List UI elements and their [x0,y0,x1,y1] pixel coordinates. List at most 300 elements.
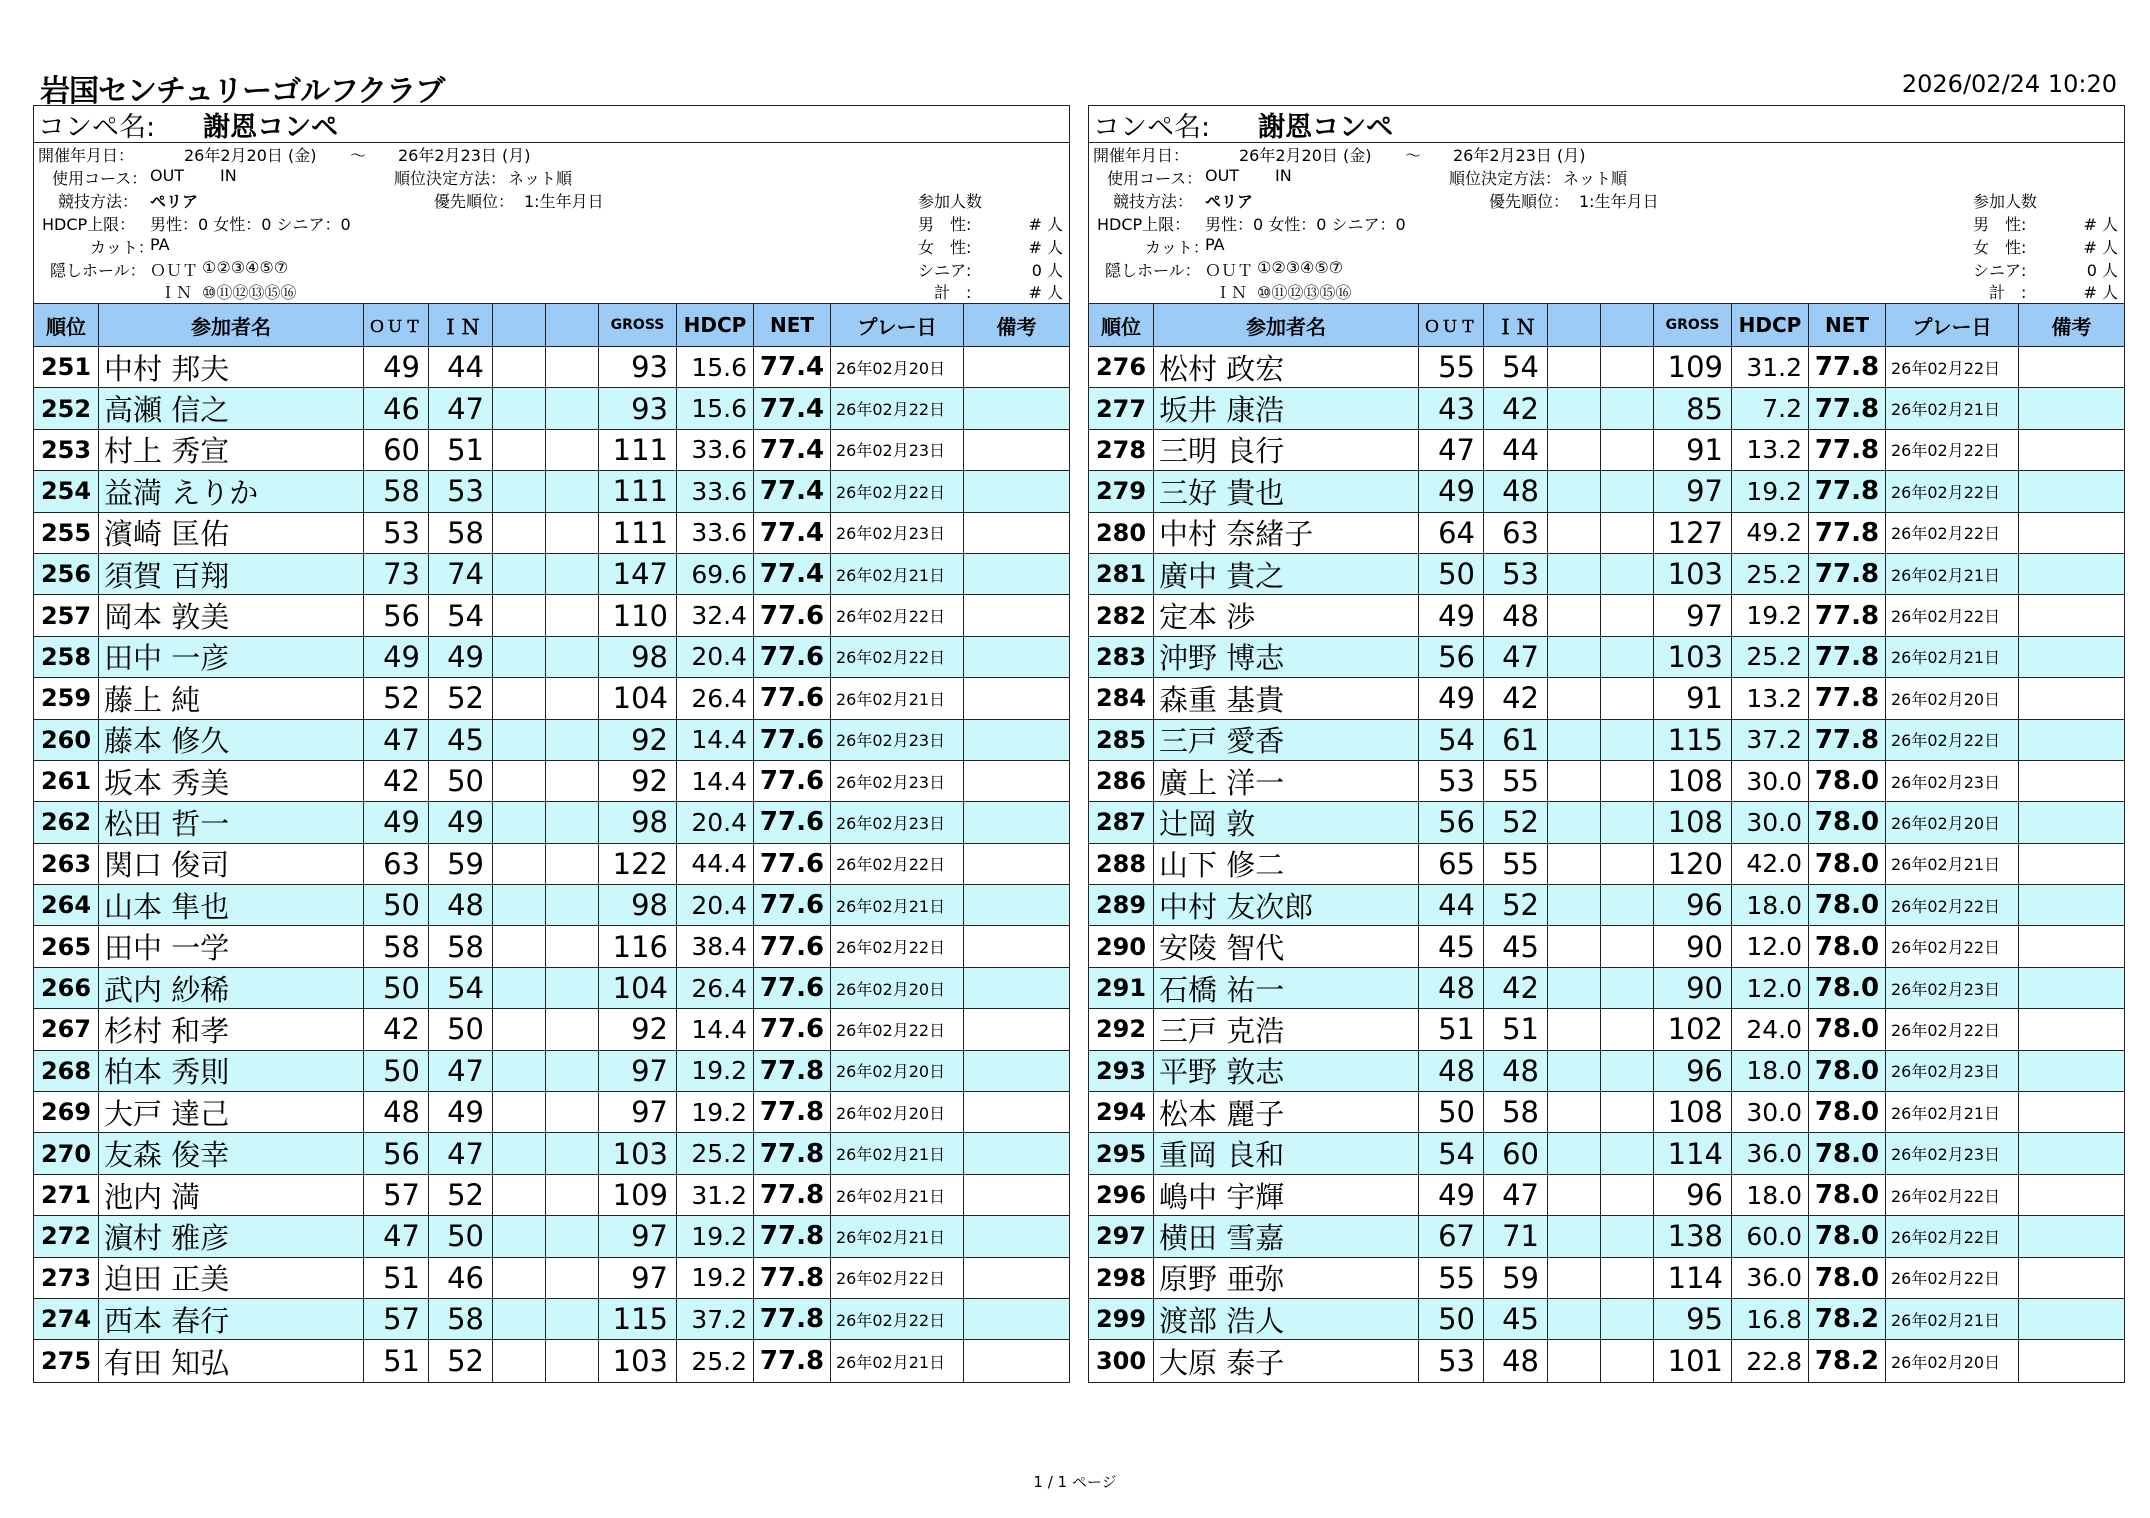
table-row [1089,1340,2124,1381]
hdcp-cell: 25.2 [677,1133,754,1173]
play-date-cell: 26年02月23日 [831,761,964,801]
participants-label: 参加人数 [1973,192,2038,211]
date-from: 26年2月20日 (金) [1239,146,1372,165]
table-row [34,471,1069,512]
gross-cell: 109 [1654,347,1732,387]
table-row [1089,885,2124,926]
blank-cell-1 [1548,347,1601,387]
name-cell: 安陵 智代 [1154,926,1419,966]
note-cell [2019,885,2124,925]
gross-cell: 114 [1654,1258,1732,1298]
rank-cell: 282 [1089,595,1154,635]
hdcp-cell: 14.4 [677,720,754,760]
date-from: 26年2月20日 (金) [184,146,317,165]
col-note: 備考 [996,314,1037,339]
blank-cell-2 [1601,554,1654,594]
results-rows [1089,347,2124,1382]
blank-cell-1 [493,347,546,387]
blank-cell-2 [1601,926,1654,966]
blank-cell-1 [1548,388,1601,428]
table-row [34,1216,1069,1257]
blank-cell-2 [546,347,599,387]
rank-cell: 283 [1089,637,1154,677]
hdcp-cell: 25.2 [1732,637,1809,677]
name-cell: 山下 修二 [1154,844,1419,884]
net-cell: 77.4 [754,430,831,470]
note-cell [964,678,1069,718]
hdcp-label: HDCP上限： [1097,215,1191,234]
rank-cell: 290 [1089,926,1154,966]
col-rank: 順位 [34,304,99,346]
blank-cell-1 [493,1299,546,1339]
hdcp-cell: 19.2 [677,1051,754,1091]
net-cell: 78.0 [1809,802,1886,842]
gross-cell: 91 [1654,678,1732,718]
blank-cell-1 [1548,513,1601,553]
note-cell [964,637,1069,677]
play-date-cell: 26年02月22日 [1886,471,2019,511]
play-date-cell: 26年02月23日 [1886,968,2019,1008]
net-cell: 77.8 [754,1340,831,1381]
play-date-cell: 26年02月21日 [1886,1299,2019,1339]
total-label: 計 : [1989,283,2027,302]
rank-cell: 262 [34,802,99,842]
gross-cell: 111 [599,430,677,470]
hdcp-cell: 19.2 [1732,595,1809,635]
table-row [1089,430,2124,471]
hdcp-cell: 13.2 [1732,678,1809,718]
blank-cell-1 [1548,595,1601,635]
senior-label: シニア: [918,261,972,280]
in-score-cell: 55 [1484,761,1548,801]
table-row [34,595,1069,636]
table-row [1089,595,2124,636]
table-row [34,844,1069,885]
net-cell: 78.0 [1809,1133,1886,1173]
play-date-cell: 26年02月22日 [831,388,964,428]
play-date-cell: 26年02月22日 [831,1299,964,1339]
note-cell [2019,926,2124,966]
blank-cell-2 [546,1258,599,1298]
blank-cell-2 [546,1216,599,1256]
blank-cell-2 [1601,1216,1654,1256]
net-cell: 77.4 [754,471,831,511]
out-score-cell: 43 [1419,388,1484,428]
table-row [34,1175,1069,1216]
net-cell: 77.8 [1809,595,1886,635]
col-hdcp: HDCP [1732,304,1809,346]
net-cell: 77.4 [754,554,831,594]
col-blank-2 [1601,304,1654,346]
blank-cell-2 [546,595,599,635]
hdcp-cell: 20.4 [677,802,754,842]
note-cell [2019,388,2124,428]
play-date-cell: 26年02月21日 [1886,1092,2019,1132]
play-date-cell: 26年02月20日 [831,347,964,387]
in-score-cell: 71 [1484,1216,1548,1256]
blank-cell-2 [546,388,599,428]
table-row [34,1340,1069,1381]
net-cell: 78.0 [1809,1009,1886,1049]
net-cell: 78.2 [1809,1340,1886,1381]
female-value: # 人 [1028,238,1063,257]
blank-cell-2 [546,926,599,966]
hidden-in-holes: ⑩⑪⑫⑬⑮⑯ [1257,283,1352,302]
net-cell: 77.6 [754,844,831,884]
rank-cell: 278 [1089,430,1154,470]
table-row [34,1258,1069,1299]
name-cell: 中村 友次郎 [1154,885,1419,925]
name-cell: 三戸 愛香 [1154,720,1419,760]
cut: PA [1205,235,1225,254]
table-row [34,885,1069,926]
note-cell [2019,637,2124,677]
blank-cell-2 [546,1340,599,1381]
in-score-cell: 52 [429,1340,493,1381]
blank-cell-1 [493,471,546,511]
note-cell [964,1216,1069,1256]
blank-cell-2 [546,1051,599,1091]
gross-cell: 85 [1654,388,1732,428]
in-score-cell: 45 [1484,926,1548,966]
table-row [1089,1092,2124,1133]
gross-cell: 109 [599,1175,677,1215]
gross-cell: 103 [599,1340,677,1381]
hdcp-cell: 19.2 [677,1258,754,1298]
out-score-cell: 58 [364,926,429,966]
col-out: ＯＵＴ [1419,304,1484,346]
play-date-cell: 26年02月22日 [1886,1258,2019,1298]
out-score-cell: 46 [364,388,429,428]
note-cell [2019,720,2124,760]
name-cell: 重岡 良和 [1154,1133,1419,1173]
out-score-cell: 49 [364,802,429,842]
out-score-cell: 50 [364,968,429,1008]
name-cell: 関口 俊司 [99,844,364,884]
gross-cell: 96 [1654,1051,1732,1091]
hdcp-cell: 26.4 [677,678,754,718]
hidden-out-label: ＯＵＴ [150,261,199,280]
hdcp-cell: 18.0 [1732,1175,1809,1215]
net-cell: 78.0 [1809,1051,1886,1091]
note-cell [964,388,1069,428]
out-score-cell: 51 [364,1258,429,1298]
hdcp-cell: 44.4 [677,844,754,884]
in-score-cell: 59 [429,844,493,884]
male-label: 男 性: [918,215,972,234]
blank-cell-2 [1601,513,1654,553]
gross-cell: 103 [599,1133,677,1173]
senior-value: 0 人 [1031,261,1063,280]
out-score-cell: 42 [364,1009,429,1049]
out-score-cell: 50 [364,885,429,925]
play-date-cell: 26年02月22日 [831,1009,964,1049]
blank-cell-1 [1548,1299,1601,1339]
rank-cell: 265 [34,926,99,966]
competition-info [34,143,1069,303]
note-cell [964,595,1069,635]
rank-cell: 288 [1089,844,1154,884]
out-score-cell: 49 [364,637,429,677]
name-cell: 中村 邦夫 [99,347,364,387]
hdcp-cell: 31.2 [1732,347,1809,387]
table-row [1089,968,2124,1009]
hdcp-label: HDCP上限： [42,215,136,234]
play-date-cell: 26年02月23日 [831,720,964,760]
note-cell [2019,513,2124,553]
hdcp-cell: 22.8 [1732,1340,1809,1381]
in-score-cell: 60 [1484,1133,1548,1173]
table-row [1089,926,2124,967]
net-cell: 77.4 [754,347,831,387]
in-score-cell: 48 [1484,471,1548,511]
blank-cell-2 [546,637,599,677]
out-score-cell: 56 [1419,802,1484,842]
in-score-cell: 48 [429,885,493,925]
table-row [34,1009,1069,1050]
blank-cell-1 [1548,802,1601,842]
table-row [34,554,1069,595]
name-cell: 辻岡 敦 [1154,802,1419,842]
rank-cell: 275 [34,1340,99,1381]
out-score-cell: 48 [364,1092,429,1132]
name-cell: 原野 亜弥 [1154,1258,1419,1298]
blank-cell-1 [493,678,546,718]
gross-cell: 104 [599,968,677,1008]
table-row [1089,1175,2124,1216]
blank-cell-2 [546,1299,599,1339]
blank-cell-1 [1548,637,1601,677]
gross-cell: 115 [599,1299,677,1339]
blank-cell-2 [1601,885,1654,925]
out-score-cell: 48 [1419,1051,1484,1091]
net-cell: 77.4 [754,388,831,428]
in-score-cell: 47 [429,1133,493,1173]
out-score-cell: 52 [364,678,429,718]
name-cell: 平野 敦志 [1154,1051,1419,1091]
col-in: ＩＮ [1484,304,1548,346]
gross-cell: 101 [1654,1340,1732,1381]
play-date-cell: 26年02月21日 [1886,388,2019,428]
net-cell: 77.8 [1809,347,1886,387]
gross-cell: 97 [599,1216,677,1256]
in-score-cell: 51 [429,430,493,470]
play-date-cell: 26年02月23日 [831,802,964,842]
name-cell: 定本 渉 [1154,595,1419,635]
net-cell: 77.8 [754,1092,831,1132]
out-score-cell: 51 [1419,1009,1484,1049]
in-score-cell: 55 [1484,844,1548,884]
in-score-cell: 45 [429,720,493,760]
table-row [34,1299,1069,1340]
rank-cell: 281 [1089,554,1154,594]
in-score-cell: 61 [1484,720,1548,760]
note-cell [2019,844,2124,884]
note-cell [2019,1175,2124,1215]
rank-cell: 270 [34,1133,99,1173]
play-date-cell: 26年02月20日 [1886,802,2019,842]
name-cell: 大原 泰子 [1154,1340,1419,1381]
play-date-cell: 26年02月22日 [1886,1175,2019,1215]
net-cell: 78.0 [1809,1258,1886,1298]
blank-cell-2 [1601,1009,1654,1049]
col-blank-1 [493,304,546,346]
blank-cell-1 [493,388,546,428]
table-row [1089,1051,2124,1092]
gross-cell: 120 [1654,844,1732,884]
name-cell: 藤本 修久 [99,720,364,760]
net-cell: 77.6 [754,802,831,842]
note-cell [964,347,1069,387]
out-score-cell: 57 [364,1299,429,1339]
in-score-cell: 49 [429,637,493,677]
in-score-cell: 42 [1484,388,1548,428]
name-cell: 有田 知弘 [99,1340,364,1381]
note-cell [964,761,1069,801]
out-score-cell: 55 [1419,347,1484,387]
gross-cell: 138 [1654,1216,1732,1256]
col-play-date: プレー日 [831,304,964,346]
gross-cell: 103 [1654,554,1732,594]
out-score-cell: 64 [1419,513,1484,553]
competition-info [1089,143,2124,303]
hdcp-cell: 60.0 [1732,1216,1809,1256]
rank-cell: 285 [1089,720,1154,760]
out-score-cell: 53 [364,513,429,553]
note-cell [2019,1299,2124,1339]
in-score-cell: 46 [429,1258,493,1298]
in-score-cell: 54 [429,595,493,635]
blank-cell-2 [1601,430,1654,470]
in-score-cell: 59 [1484,1258,1548,1298]
name-cell: 濵村 雅彦 [99,1216,364,1256]
col-name: 参加者名 [1154,304,1419,346]
rank-cell: 274 [34,1299,99,1339]
rank-cell: 277 [1089,388,1154,428]
out-score-cell: 47 [364,1216,429,1256]
net-cell: 77.8 [1809,678,1886,718]
name-cell: 岡本 敦美 [99,595,364,635]
blank-cell-1 [493,513,546,553]
play-date-cell: 26年02月21日 [831,1216,964,1256]
hidden-in-label: ＩＮ [160,283,193,302]
blank-cell-2 [1601,347,1654,387]
table-row [34,1133,1069,1174]
in-score-cell: 42 [1484,968,1548,1008]
blank-cell-1 [493,926,546,966]
out-score-cell: 48 [1419,968,1484,1008]
name-cell: 大戸 達己 [99,1092,364,1132]
total-value: # 人 [2083,283,2118,302]
net-cell: 77.8 [1809,720,1886,760]
rank-cell: 263 [34,844,99,884]
table-row [1089,554,2124,595]
hdcp-cell: 37.2 [677,1299,754,1339]
hdcp-cell: 20.4 [677,637,754,677]
table-row [1089,1216,2124,1257]
course-label: 使用コース： [1107,169,1203,188]
hdcp-cell: 12.0 [1732,926,1809,966]
name-cell: 西本 春行 [99,1299,364,1339]
male-label: 男 性: [1973,215,2027,234]
table-row [1089,1009,2124,1050]
net-cell: 77.8 [754,1175,831,1215]
blank-cell-2 [1601,471,1654,511]
gross-cell: 102 [1654,1009,1732,1049]
gross-cell: 98 [599,802,677,842]
hidden-in-label: ＩＮ [1215,283,1248,302]
name-cell: 石橋 祐一 [1154,968,1419,1008]
play-date-cell: 26年02月21日 [1886,637,2019,677]
in-score-cell: 58 [1484,1092,1548,1132]
gross-cell: 97 [599,1051,677,1091]
gross-cell: 95 [1654,1299,1732,1339]
rank-cell: 294 [1089,1092,1154,1132]
in-score-cell: 48 [1484,1340,1548,1381]
net-cell: 77.8 [1809,554,1886,594]
in-score-cell: 58 [429,926,493,966]
table-row [34,968,1069,1009]
blank-cell-1 [493,1051,546,1091]
out-score-cell: 57 [364,1175,429,1215]
rank-method-label: 順位決定方法： [1449,169,1562,188]
net-cell: 77.8 [1809,430,1886,470]
rank-cell: 296 [1089,1175,1154,1215]
name-cell: 須賀 百翔 [99,554,364,594]
rank-cell: 266 [34,968,99,1008]
in-score-cell: 48 [1484,595,1548,635]
play-date-cell: 26年02月21日 [831,1175,964,1215]
blank-cell-1 [1548,926,1601,966]
net-cell: 77.8 [1809,513,1886,553]
format: ペリア [1205,192,1254,211]
play-date-cell: 26年02月22日 [831,1258,964,1298]
table-row [1089,637,2124,678]
competition-name-label: コンペ名: [38,111,156,143]
blank-cell-2 [1601,968,1654,1008]
rank-cell: 295 [1089,1133,1154,1173]
name-cell: 武内 紗稀 [99,968,364,1008]
net-cell: 78.0 [1809,1175,1886,1215]
name-cell: 廣上 洋一 [1154,761,1419,801]
hdcp-cell: 30.0 [1732,802,1809,842]
blank-cell-1 [1548,968,1601,1008]
blank-cell-1 [1548,844,1601,884]
blank-cell-2 [546,1175,599,1215]
hdcp-cell: 30.0 [1732,761,1809,801]
note-cell [964,554,1069,594]
course-label: 使用コース： [52,169,148,188]
note-cell [964,844,1069,884]
hdcp-cell: 33.6 [677,513,754,553]
in-score-cell: 53 [1484,554,1548,594]
name-cell: 田中 一彦 [99,637,364,677]
play-date-cell: 26年02月21日 [831,885,964,925]
participants-label: 参加人数 [918,192,983,211]
out-score-cell: 49 [1419,595,1484,635]
play-date-cell: 26年02月21日 [1886,554,2019,594]
rank-cell: 267 [34,1009,99,1049]
blank-cell-2 [546,430,599,470]
name-cell: 沖野 博志 [1154,637,1419,677]
col-note: 備考 [2051,314,2092,339]
blank-cell-2 [546,720,599,760]
rank-cell: 291 [1089,968,1154,1008]
net-cell: 77.6 [754,678,831,718]
play-date-cell: 26年02月22日 [1886,720,2019,760]
priority: 1:生年月日 [1579,192,1659,211]
blank-cell-2 [1601,844,1654,884]
